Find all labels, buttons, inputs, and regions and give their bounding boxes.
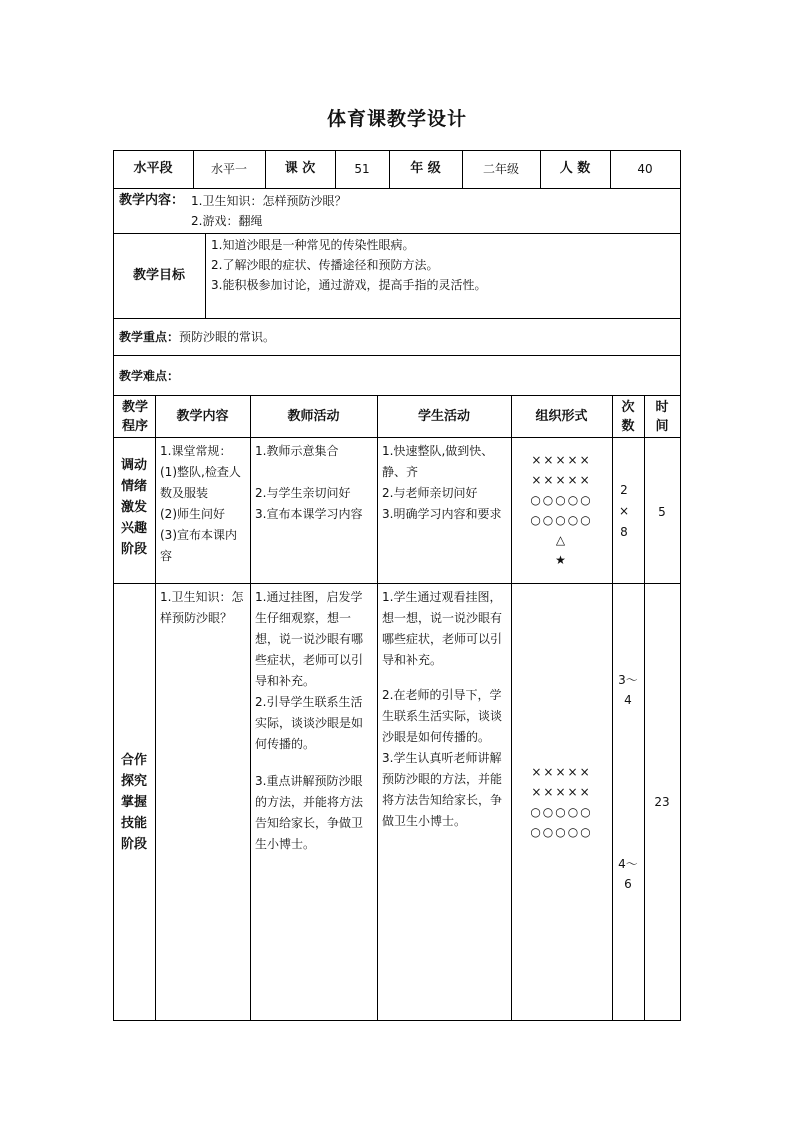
row2-teacher-line: 2.引导学生联系生活实际，谈谈沙眼是如何传播的。	[255, 695, 364, 751]
col-divider	[644, 395, 645, 1020]
row1-student-line: 3.明确学习内容和要求	[382, 507, 502, 521]
row2-student-line: 3.学生认真听老师讲解预防沙眼的方法，并能将方法告知给家长，争做卫生小博士。	[382, 751, 503, 828]
col-header-times: 次数	[621, 400, 635, 434]
formation-row: ○○○○○	[530, 825, 593, 839]
goals-label: 教学目标	[132, 268, 185, 283]
col-header-student: 学生活动	[417, 409, 470, 424]
row1-teacher-line: 1.教师示意集合	[255, 444, 339, 458]
row-divider	[113, 395, 681, 396]
row1-teacher-line: 3.宣布本课学习内容	[255, 507, 363, 521]
goal-item: 2.了解沙眼的症状、传播途径和预防方法。	[211, 258, 439, 272]
row1-teacher-line	[255, 462, 373, 483]
row2-teacher-line: 1.通过挂图，启发学生仔细观察，想一想，说一说沙眼有哪些症状，老师可以引导和补充。	[255, 590, 364, 688]
row-divider	[113, 583, 681, 584]
goal-item: 3.能积极参加讨论，通过游戏，提高手指的灵活性。	[211, 278, 487, 292]
row1-student-line: 2.与老师亲切问好	[382, 486, 478, 500]
formation-row: ×××××	[531, 765, 592, 779]
row2-student-line: 2.在老师的引导下，学生联系生活实际，谈谈沙眼是如何传播的。	[382, 688, 503, 744]
row-divider	[113, 355, 681, 356]
lesson-plan-table	[113, 150, 681, 1021]
row1-duration: 5	[658, 505, 666, 519]
col-header-organization: 组织形式	[535, 409, 588, 424]
key-point	[119, 328, 275, 346]
row1-content-line: (3)宣布本课内容	[160, 528, 237, 563]
row-divider	[113, 318, 681, 319]
col-header-duration: 时间	[655, 400, 669, 434]
col-divider	[612, 395, 613, 1020]
grade-label: 年 级	[410, 161, 441, 176]
key-point-value: 预防沙眼的常识。	[179, 330, 276, 344]
content-line-2: 2.游戏：翻绳	[191, 214, 263, 228]
row1-formation	[511, 450, 612, 570]
content-line-1: 1.卫生知识：怎样预防沙眼？	[191, 194, 347, 208]
row2-formation	[511, 762, 612, 842]
row2-student-line: 1.学生通过观看挂图，想一想，说一说沙眼有哪些症状，老师可以引导和补充。	[382, 590, 503, 667]
row1-content-line: (2)师生问好	[160, 507, 225, 521]
row1-content-line: (1)整队,检查人数及服装	[160, 465, 241, 500]
formation-row: ○○○○○	[530, 513, 593, 527]
table-border-top	[113, 150, 681, 151]
col-header-procedure: 教学程序	[121, 400, 148, 434]
difficulty-label: 教学难点：	[119, 369, 180, 383]
difficulty	[119, 367, 179, 385]
formation-row: ×××××	[531, 473, 592, 487]
row2-duration: 23	[654, 795, 670, 809]
row1-student	[382, 441, 507, 525]
row-divider	[113, 188, 681, 189]
formation-row: ×××××	[531, 785, 592, 799]
row1-content	[160, 441, 248, 567]
count-label: 人 数	[559, 161, 591, 176]
lesson-value: 51	[354, 162, 370, 176]
col-header-teacher: 教师活动	[287, 409, 340, 424]
row-divider	[113, 437, 681, 438]
row1-times: 2 × 8	[618, 483, 630, 539]
row1-teacher-line: 2.与学生亲切问好	[255, 486, 351, 500]
table-border-bottom	[113, 1020, 681, 1021]
page-title: 体育课教学设计	[326, 108, 467, 130]
level-value: 水平一	[210, 162, 247, 176]
goal-item: 1.知道沙眼是一种常见的传染性眼病。	[211, 238, 415, 252]
row2-times-a: 3～4	[618, 673, 638, 707]
row1-teacher	[255, 441, 373, 525]
key-point-label: 教学重点：	[119, 330, 180, 344]
row2-student	[382, 587, 507, 832]
col-divider	[155, 395, 156, 1020]
teacher-marker: △	[555, 533, 568, 547]
count-value: 40	[637, 162, 653, 176]
content-label: 教学内容：	[119, 193, 185, 208]
stage-2-label: 合作探究掌握技能阶段	[120, 753, 147, 852]
stage-1-label: 调动情绪激发兴趣阶段	[120, 458, 147, 557]
formation-row: ○○○○○	[530, 805, 593, 819]
formation-row: ×××××	[531, 453, 592, 467]
star-marker: ★	[555, 553, 568, 567]
row2-teacher-line: 3.重点讲解预防沙眼的方法，并能将方法告知给家长，争做卫生小博士。	[255, 774, 364, 851]
lesson-label: 课 次	[284, 161, 316, 176]
row2-times-b: 4～6	[618, 857, 638, 891]
row-divider	[113, 233, 681, 234]
row2-content: 1.卫生知识：怎样预防沙眼？	[160, 590, 244, 625]
row1-content-line: 1.课堂常规：	[160, 444, 232, 458]
col-divider	[377, 395, 378, 1020]
row1-student-line: 1.快速整队,做到快、静、齐	[382, 444, 494, 479]
level-label: 水平段	[133, 161, 173, 176]
formation-row: ○○○○○	[530, 493, 593, 507]
col-header-content: 教学内容	[176, 409, 229, 424]
table-border-right	[680, 150, 681, 1021]
col-divider	[250, 395, 251, 1020]
row2-teacher	[255, 587, 373, 855]
col-divider	[205, 233, 206, 318]
grade-value: 二年级	[482, 162, 519, 176]
